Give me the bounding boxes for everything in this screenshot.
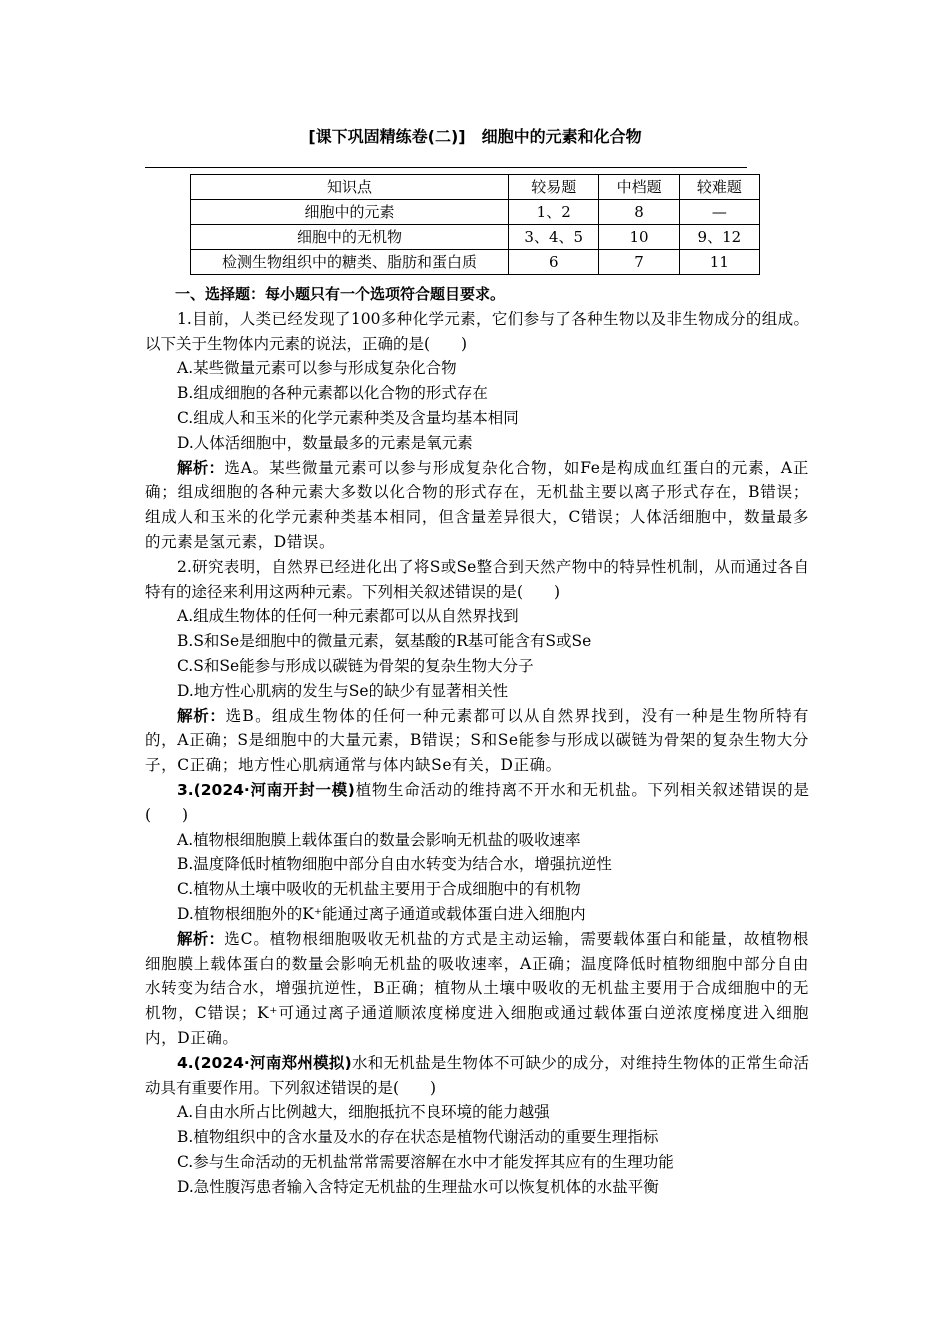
- table-cell: 6: [509, 250, 599, 275]
- option-b: B.S和Se是细胞中的微量元素，氨基酸的R基可能含有S或Se: [177, 632, 592, 651]
- option-c: C.组成人和玉米的化学元素种类及含量均基本相同: [177, 408, 519, 427]
- question-source: 3.(2024·河南开封一模): [177, 780, 355, 799]
- option-d: D.植物根细胞外的K⁺能通过离子通道或载体蛋白进入细胞内: [177, 904, 586, 923]
- title-topic: 细胞中的元素和化合物: [481, 127, 642, 146]
- knowledge-point-table: [190, 174, 760, 275]
- answer-label: 解析：: [177, 929, 225, 948]
- question-2-stem: [145, 555, 809, 605]
- question-1-stem: [145, 307, 809, 357]
- table-row: [191, 250, 760, 275]
- table-header-cell: 知识点: [191, 175, 509, 200]
- table-cell: 11: [679, 250, 759, 275]
- option-d: D.人体活细胞中，数量最多的元素是氧元素: [177, 433, 473, 452]
- question-text: 1.目前，人类已经发现了100多种化学元素，它们参与了各种生物以及非生物成分的组成。以下关于生物体内元素的说法，正确的是( ): [145, 309, 809, 353]
- section-heading: 一、选择题：每小题只有一个选项符合题目要求。: [175, 285, 506, 303]
- table-header-cell: 较易题: [509, 175, 599, 200]
- option-c: C.植物从土壤中吸收的无机盐主要用于合成细胞中的有机物: [177, 880, 581, 899]
- question-3-answer: [145, 927, 809, 1051]
- table-cell: 1、2: [509, 200, 599, 225]
- answer-label: 解析：: [177, 458, 225, 477]
- table-cell: 7: [599, 250, 679, 275]
- table-header-cell: 较难题: [679, 175, 759, 200]
- question-content: [145, 282, 809, 1199]
- option-b: B.组成细胞的各种元素都以化合物的形式存在: [177, 384, 488, 403]
- table-row: [191, 225, 760, 250]
- question-4-stem: [145, 1051, 809, 1101]
- table-row: [191, 200, 760, 225]
- answer-text: 选A。某些微量元素可以参与形成复杂化合物，如Fe是构成血红蛋白的元素，A正确；组成细胞的各种元素大多数以化合物的形式存在，无机盐主要以离子形式存在，B错误；组成人和玉米的化学元素种类基本相同，但含量差异很大，C错误；人体活细胞中，数量最多的元素是氢元素，D错误。: [145, 458, 809, 551]
- table-cell: 3、4、5: [509, 225, 599, 250]
- table-cell: 细胞中的元素: [191, 200, 509, 225]
- table-header-row: [191, 175, 760, 200]
- question-3-stem: [145, 778, 809, 828]
- question-text: 植物生命活动的维持离不开水和无机盐。下列相关叙述错误的是( ): [145, 780, 809, 824]
- option-d: D.地方性心肌病的发生与Se的缺少有显著相关性: [177, 681, 509, 700]
- question-text: 2.研究表明，自然界已经进化出了将S或Se整合到天然产物中的特异性机制，从而通过各自特有的途径来利用这两种元素。下列相关叙述错误的是( ): [145, 557, 809, 601]
- option-a: A.某些微量元素可以参与形成复杂化合物: [177, 359, 457, 378]
- table-cell: —: [679, 200, 759, 225]
- answer-text: 选B。组成生物体的任何一种元素都可以从自然界找到，没有一种是生物所特有的，A正确；S是细胞中的大量元素，B错误；S和Se能参与形成以碳链为骨架的复杂生物大分子，C正确；地方性心肌病通常与体内缺Se有关，D正确。: [145, 706, 809, 775]
- table-cell: 细胞中的无机物: [191, 225, 509, 250]
- option-a: A.组成生物体的任何一种元素都可以从自然界找到: [177, 607, 519, 626]
- option-c: C.S和Se能参与形成以碳链为骨架的复杂生物大分子: [177, 656, 534, 675]
- table-cell: 9、12: [679, 225, 759, 250]
- question-source: 4.(2024·河南郑州模拟): [177, 1053, 352, 1072]
- option-b: B.温度降低时植物细胞中部分自由水转变为结合水，增强抗逆性: [177, 855, 612, 874]
- question-1-answer: [145, 456, 809, 555]
- title-bracket: [课下巩固精练卷(二)]: [308, 127, 466, 146]
- option-b: B.植物组织中的含水量及水的存在状态是植物代谢活动的重要生理指标: [177, 1128, 659, 1147]
- option-d: D.急性腹泻患者输入含特定无机盐的生理盐水可以恢复机体的水盐平衡: [177, 1177, 659, 1196]
- question-text: 水和无机盐是生物体不可缺少的成分，对维持生物体的正常生命活动具有重要作用。下列叙述错误的是( ): [145, 1053, 809, 1097]
- question-2-answer: [145, 704, 809, 778]
- answer-label: 解析：: [177, 706, 226, 725]
- table-cell: 检测生物组织中的糖类、脂肪和蛋白质: [191, 250, 509, 275]
- page-title: [145, 127, 805, 147]
- table-cell: 10: [599, 225, 679, 250]
- option-a: A.植物根细胞膜上载体蛋白的数量会影响无机盐的吸收速率: [177, 830, 581, 849]
- answer-text: 选C。植物根细胞吸收无机盐的方式是主动运输，需要载体蛋白和能量，故植物根细胞膜上载体蛋白的数量会影响无机盐的吸收速率，A正确；温度降低时植物细胞中部分自由水转变为结合水，增强抗逆性，B正确；植物从土壤中吸收的无机盐主要用于合成细胞中的无机物，C错误；K⁺可通过离子通道顺浓度梯度进入细胞或通过载体蛋白逆浓度梯度进入细胞内，D正确。: [145, 929, 809, 1047]
- option-a: A.自由水所占比例越大，细胞抵抗不良环境的能力越强: [177, 1103, 550, 1122]
- table-header-cell: 中档题: [599, 175, 679, 200]
- option-c: C.参与生命活动的无机盐常常需要溶解在水中才能发挥其应有的生理功能: [177, 1152, 674, 1171]
- title-divider: [145, 167, 747, 168]
- table-cell: 8: [599, 200, 679, 225]
